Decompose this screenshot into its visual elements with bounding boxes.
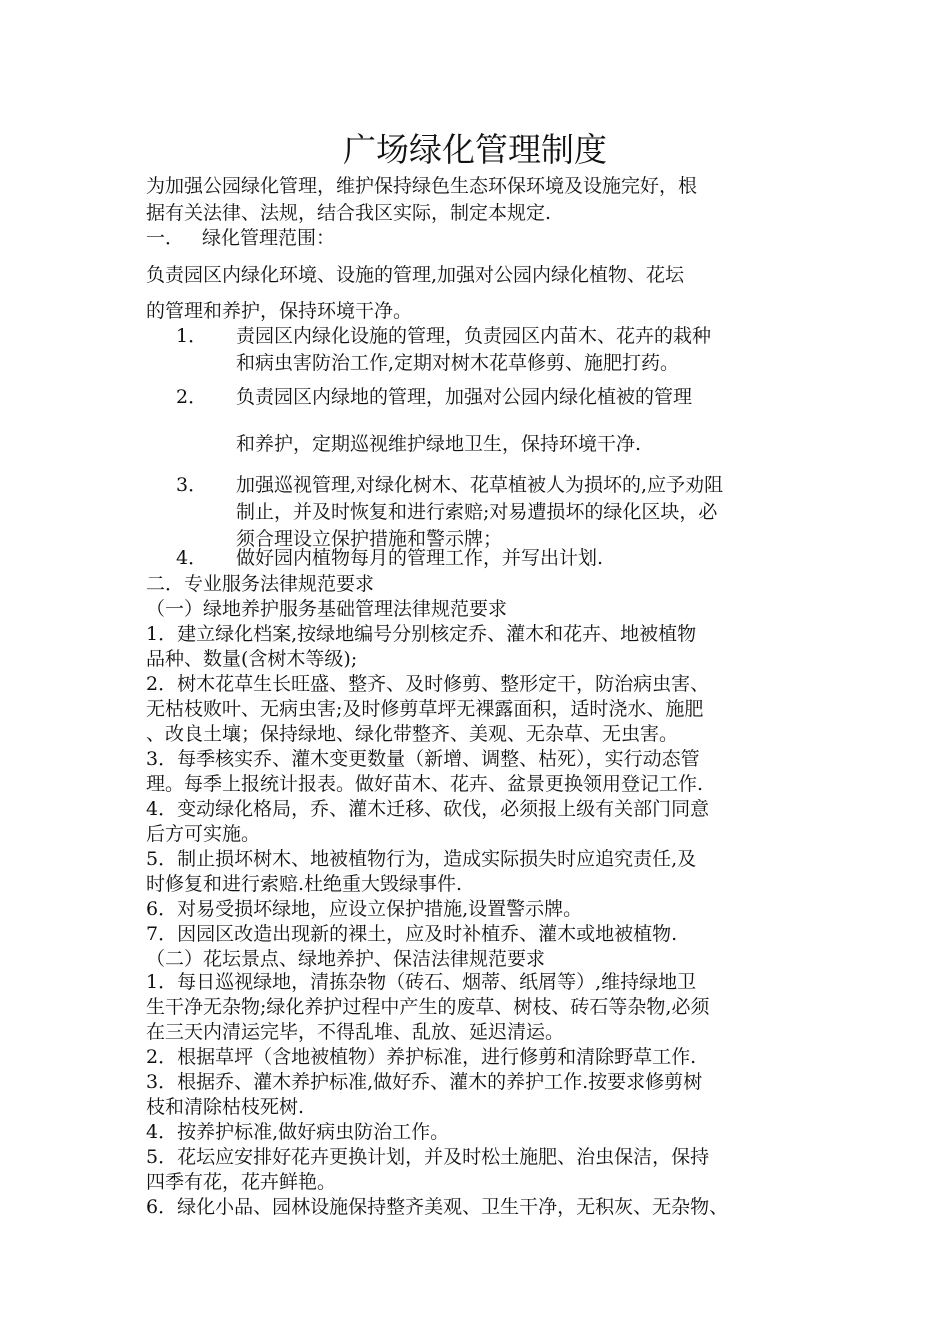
scope-line: 的管理和养护，保持环境干净。 [146, 300, 413, 322]
subsection1-paragraph [146, 622, 826, 672]
section2-heading: 二．专业服务法律规范要求 [146, 573, 375, 595]
intro-line: 据有关法律、法规，结合我区实际，制定本规定. [146, 202, 552, 224]
para-line: 4．变动绿化格局，乔、灌木迁移、砍伐，必须报上级有关部门同意 [146, 798, 710, 820]
para-line: 四季有花，花卉鲜艳。 [146, 1171, 337, 1193]
item-text [236, 384, 692, 458]
para-line: 6．绿化小品、园林设施保持整齐美观、卫生干净，无积灰、无杂物、 [146, 1196, 729, 1218]
para-line: 3．每季核实乔、灌木变更数量（新增、调整、枯死），实行动态管 [146, 748, 700, 770]
subsection2-paragraph [146, 1195, 826, 1220]
para-line: 3．根据乔、灌木养护标准,做好乔、灌木的养护工作.按要求修剪树 [146, 1071, 703, 1093]
intro-line: 为加强公园绿化管理，维护保持绿色生态环保环境及设施完好，根 [146, 175, 698, 197]
para-line: 1．建立绿化档案,按绿地编号分别核定乔、灌木和花卉、地被植物 [146, 623, 697, 645]
para-line: 4．按养护标准,做好病虫防治工作。 [146, 1121, 450, 1143]
section1-number: 一． [146, 227, 185, 249]
subsection1-paragraph [146, 797, 826, 847]
para-line: 2．树木花草生长旺盛、整齐、及时修剪、整形定干，防治病虫害、 [146, 673, 710, 695]
subsection2-paragraph [146, 970, 826, 1045]
subsection1-paragraph [146, 847, 826, 897]
para-line: 7．因园区改造出现新的裸土，应及时补植乔、灌木或地被植物. [146, 923, 678, 945]
item-text [236, 545, 603, 572]
item-number: 3． [176, 474, 208, 496]
subsection1-paragraph [146, 922, 826, 947]
para-line: 枝和清除枯枝死树. [146, 1096, 305, 1118]
item-line: 负责园区内绿地的管理，加强对公园内绿化植被的管理 [236, 386, 693, 408]
subsection1-paragraph [146, 672, 826, 747]
para-line: 1．每日巡视绿地，清拣杂物（砖石、烟蒂、纸屑等）,维持绿地卫 [146, 971, 697, 993]
scope-line: 负责园区内绿化环境、设施的管理,加强对公园内绿化植物、花坛 [146, 264, 685, 286]
subsection2-paragraph [146, 1120, 826, 1145]
item-line: 制止，并及时恢复和进行索赔;对易遭损坏的绿化区块，必 [236, 501, 718, 523]
item-line: 和养护，定期巡视维护绿地卫生，保持环境干净. [236, 433, 642, 455]
item-line: 须合理设立保护措施和警示牌； [236, 528, 503, 550]
item-number: 2． [176, 386, 208, 408]
para-line: 6．对易受损坏绿地，应设立保护措施,设置警示牌。 [146, 898, 583, 920]
item-line: 责园区内绿化设施的管理，负责园区内苗木、花卉的栽种 [236, 325, 712, 347]
para-line: 生干净无杂物;绿化养护过程中产生的废草、树枝、砖石等杂物,必须 [146, 996, 710, 1018]
item-line: 和病虫害防治工作,定期对树木花草修剪、施肥打药。 [236, 352, 680, 374]
para-line: 品种、数量(含树木等级); [146, 648, 358, 670]
item-number: 4． [176, 547, 208, 569]
subsection1-paragraph [146, 897, 826, 922]
subsection2-paragraph [146, 1045, 826, 1070]
section1-title: 绿化管理范围： [202, 227, 336, 249]
document-title: 广场绿化管理制度 [343, 130, 607, 169]
para-line: 、改良土壤；保持绿地、绿化带整齐、美观、无杂草、无虫害。 [146, 723, 679, 745]
subsection1-paragraph [146, 747, 826, 797]
item-line: 做好园内植物每月的管理工作，并写出计划. [236, 547, 604, 569]
subsection2-paragraph [146, 1070, 826, 1120]
para-line: 无枯枝败叶、无病虫害;及时修剪草坪无裸露面积，适时浇水、施肥 [146, 698, 704, 720]
para-line: 后方可实施。 [146, 823, 261, 845]
section1-heading [146, 225, 335, 252]
subsection2-heading: （二）花坛景点、绿地养护、保洁法律规范要求 [146, 948, 546, 970]
item-number: 1． [176, 325, 208, 347]
intro-paragraph [146, 173, 814, 227]
para-line: 在三天内清运完毕，不得乱堆、乱放、延迟清运。 [146, 1021, 565, 1043]
item-text [236, 472, 723, 553]
subsection1-heading: （一）绿地养护服务基础管理法律规范要求 [146, 598, 508, 620]
para-line: 2．根据草坪（含地被植物）养护标准，进行修剪和清除野草工作. [146, 1046, 697, 1068]
para-line: 时修复和进行索赔.杜绝重大毁绿事件. [146, 873, 463, 895]
para-line: 5．制止损坏树木、地被植物行为，造成实际损失时应追究责任,及 [146, 848, 697, 870]
item-line: 加强巡视管理,对绿化树木、花草植被人为损坏的,应予劝阻 [236, 474, 724, 496]
para-line: 理。每季上报统计报表。做好苗木、花卉、盆景更换领用登记工作. [146, 773, 704, 795]
subsection2-paragraph [146, 1145, 826, 1195]
item-text [236, 323, 711, 377]
para-line: 5．花坛应安排好花卉更换计划，并及时松土施肥、治虫保洁，保持 [146, 1146, 710, 1168]
